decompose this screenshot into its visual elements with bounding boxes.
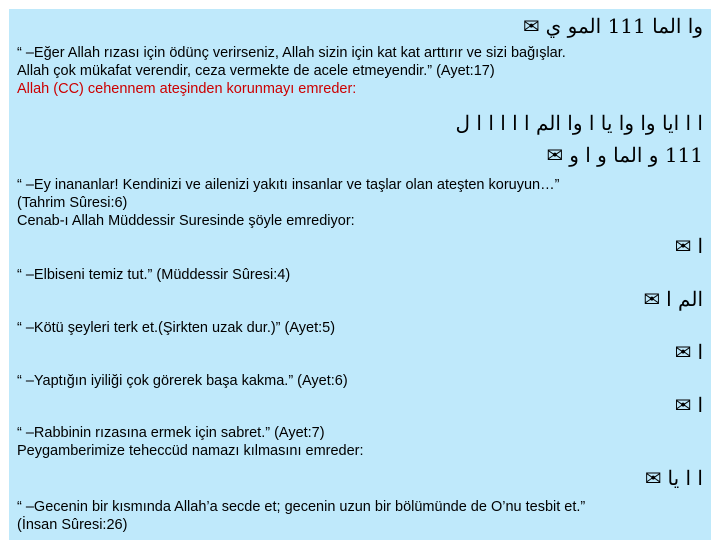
arabic-text: ا	[697, 340, 703, 364]
translation-line: “ –Gecenin bir kısmında Allah’a secde et; gecenin uzun bir bölümünde de O’nu tesbit et.”	[17, 499, 586, 515]
envelope-mark-icon: ✉	[674, 234, 692, 258]
translation-line: Peygamberimize teheccüd namazı kılmasını emreder:	[17, 443, 364, 459]
envelope-mark-icon: ✉	[674, 340, 692, 364]
translation-line: “ –Eğer Allah rızası için ödünç verirseniz, Allah sizin için kat kat arttırır ve sizi bağışlar.	[17, 45, 566, 61]
arabic-verse-5	[643, 286, 703, 312]
arabic-verse-2	[456, 110, 703, 136]
translation-line: “ –Rabbinin rızasına ermek için sabret.” (Ayet:7)	[17, 425, 325, 441]
arabic-verse-1	[523, 13, 703, 39]
arabic-text: 111 و الما و ا و	[569, 143, 703, 167]
arabic-text: وا الما 111 المو ي	[545, 14, 703, 38]
envelope-mark-icon: ✉	[546, 143, 564, 167]
arabic-text: الم ا	[666, 287, 703, 311]
arabic-verse-6	[675, 339, 703, 365]
slide	[9, 9, 711, 540]
arabic-verse-8	[645, 465, 703, 491]
translation-line: “ –Yaptığın iyiliği çok görerek başa kakma.” (Ayet:6)	[17, 373, 348, 389]
arabic-verse-3	[546, 142, 703, 168]
translation-line: “ –Kötü şeyleri terk et.(Şirkten uzak dur.)” (Ayet:5)	[17, 320, 336, 336]
translation-line: Cenab-ı Allah Müddessir Suresinde şöyle emrediyor:	[17, 213, 355, 229]
translation-line: Allah çok mükafat verendir, ceza vermekte de acele etmeyendir.” (Ayet:17)	[17, 63, 495, 79]
arabic-verse-7	[675, 392, 703, 418]
translation-line: (İnsan Sûresi:26)	[17, 517, 128, 533]
arabic-text: ا ا ايا وا وا يا ا وا الم ا ا ا ا ا ل	[455, 111, 703, 135]
section-note-red: Allah (CC) cehennem ateşinden korunmayı emreder:	[17, 81, 357, 97]
envelope-mark-icon: ✉	[643, 287, 661, 311]
arabic-text: ا	[697, 393, 703, 417]
arabic-verse-4	[675, 233, 703, 259]
translation-line: (Tahrim Sûresi:6)	[17, 195, 128, 211]
arabic-text: ا	[697, 234, 703, 258]
envelope-mark-icon: ✉	[644, 466, 662, 490]
envelope-mark-icon: ✉	[522, 14, 540, 38]
envelope-mark-icon: ✉	[674, 393, 692, 417]
translation-line: “ –Ey inananlar! Kendinizi ve ailenizi yakıtı insanlar ve taşlar olan ateşten koruyun…”	[17, 177, 560, 193]
translation-line: “ –Elbiseni temiz tut.” (Müddessir Sûresi:4)	[17, 267, 291, 283]
arabic-text: ا ا يا	[667, 466, 703, 490]
